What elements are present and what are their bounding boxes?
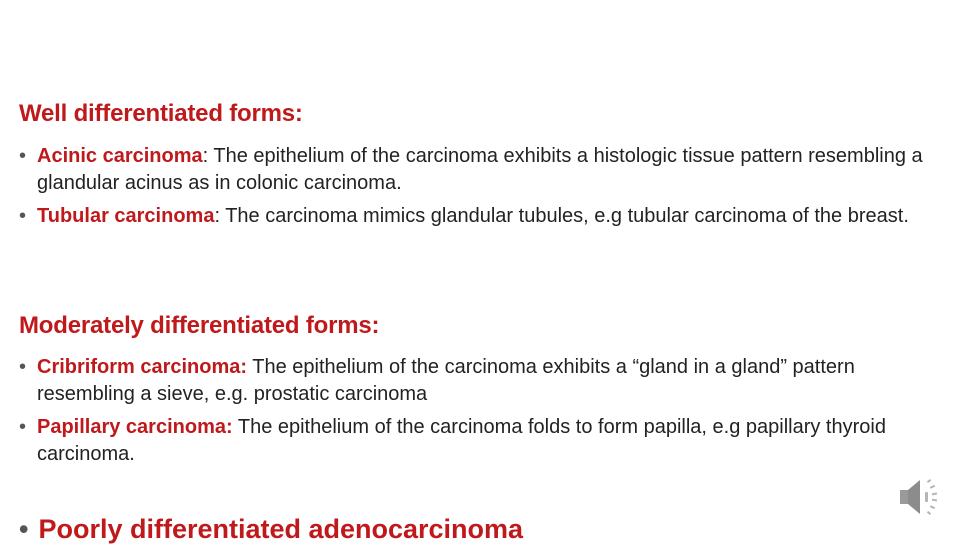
- bullet-marker: •: [19, 416, 27, 438]
- bullet-marker: •: [19, 514, 29, 544]
- list-item: [19, 203, 949, 230]
- bullet-marker: •: [19, 145, 27, 167]
- term-separator: :: [214, 205, 221, 227]
- section-heading-moderately-differentiated: Moderately differentiated forms:: [19, 312, 380, 339]
- bottom-heading-text: Poorly differentiated adenocarcinoma: [38, 514, 524, 544]
- bottom-heading-poorly-differentiated: [19, 514, 523, 545]
- list-item: [19, 354, 949, 408]
- term-label: Papillary carcinoma:: [37, 416, 233, 438]
- moderately-differentiated-list: [19, 354, 949, 474]
- speaker-icon[interactable]: [894, 472, 944, 522]
- section-heading-well-differentiated: Well differentiated forms:: [19, 100, 303, 127]
- well-differentiated-list: [19, 143, 949, 236]
- item-description: The carcinoma mimics glandular tubules, e.g tubular carcinoma of the breast.: [220, 205, 909, 227]
- list-item: [19, 414, 949, 468]
- item-description: The epithelium of the carcinoma exhibits a histologic tissue pattern resembling a glandular acinus as in colonic carcinoma.: [37, 145, 923, 194]
- term-label: Acinic carcinoma: [37, 145, 203, 167]
- list-item: [19, 143, 949, 197]
- item-description: The epithelium of the carcinoma folds to form papilla, e.g papillary thyroid carcinoma.: [37, 416, 886, 465]
- term-label: Tubular carcinoma: [37, 205, 215, 227]
- bullet-marker: •: [19, 205, 27, 227]
- bullet-marker: •: [19, 356, 27, 378]
- term-separator: :: [202, 145, 209, 167]
- item-description: The epithelium of the carcinoma exhibits a “gland in a gland” pattern resembling a sieve, e.g. prostatic carcinoma: [37, 356, 855, 405]
- term-label: Cribriform carcinoma:: [37, 356, 248, 378]
